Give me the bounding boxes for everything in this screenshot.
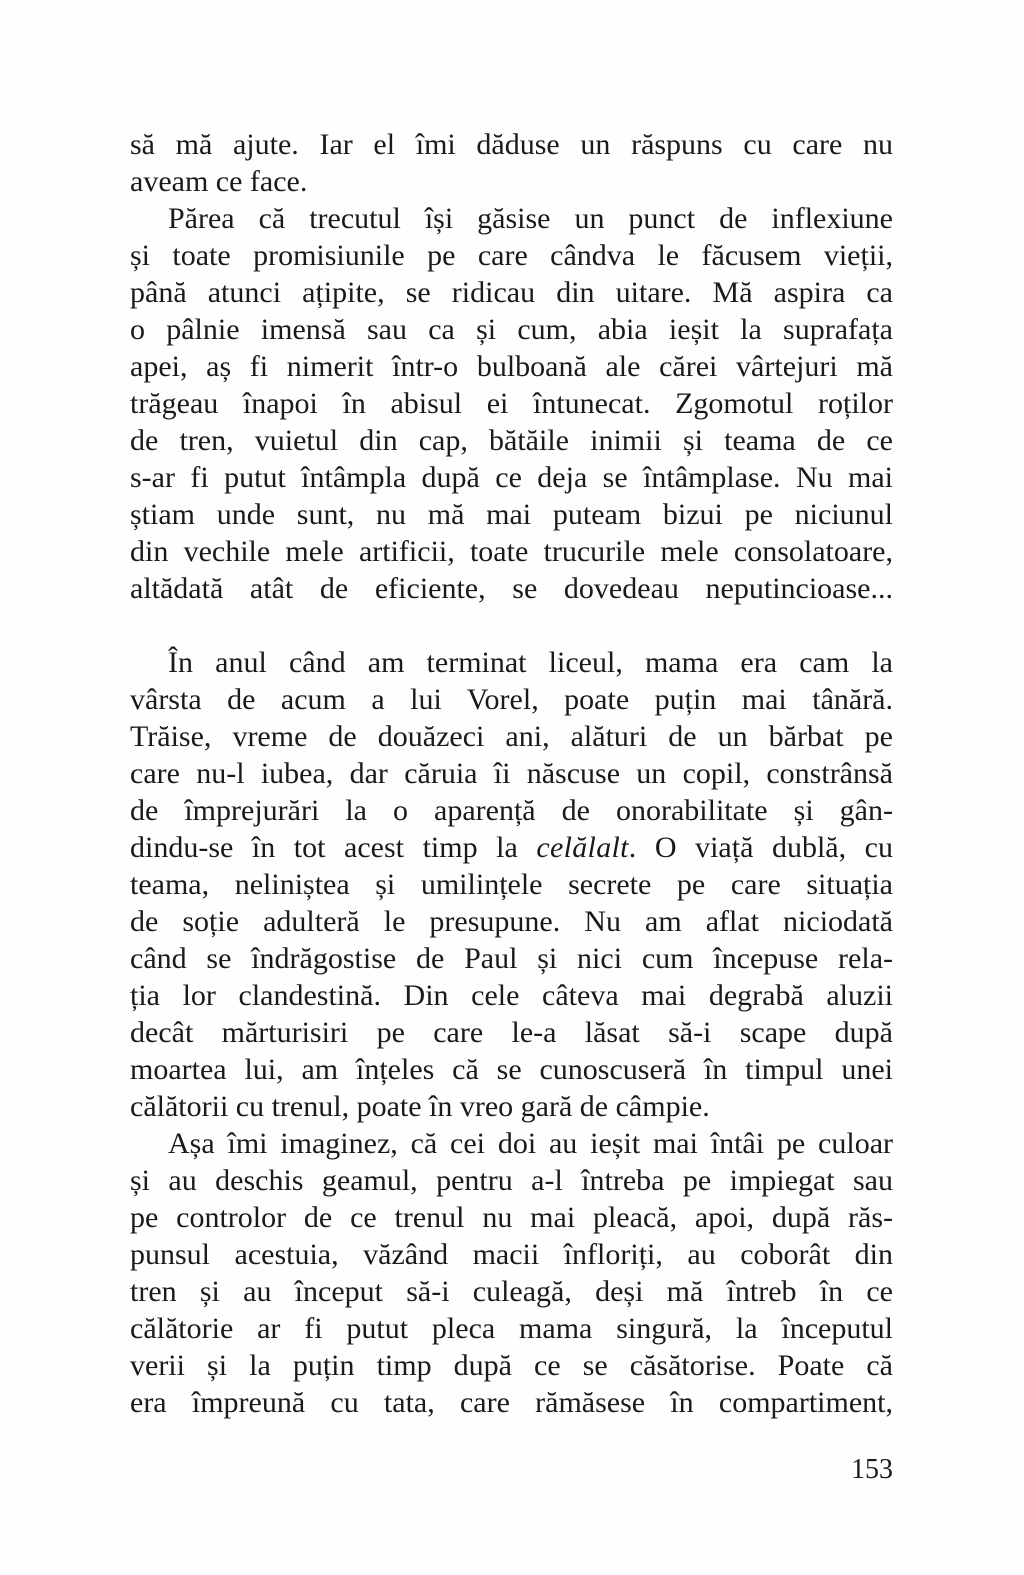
text-run: din vechile mele artificii, toate trucurile mele consolatoare, xyxy=(130,535,893,568)
text-line xyxy=(130,533,893,570)
text-line xyxy=(130,940,893,977)
section-break xyxy=(130,607,893,644)
text-line xyxy=(130,1051,893,1088)
italic-text: celălalt xyxy=(536,831,629,864)
text-line xyxy=(130,1310,893,1347)
text-run: teama, neliniștea și umilințele secrete pe care situația xyxy=(130,868,893,901)
text-run: de tren, vuietul din cap, bătăile inimii și teama de ce xyxy=(130,424,893,457)
text-line xyxy=(130,1088,893,1125)
text-line xyxy=(130,903,893,940)
text-run: călătorie ar fi putut pleca mama singură, la începutul xyxy=(130,1312,893,1345)
text-run: când se îndrăgostise de Paul și nici cum începuse rela- xyxy=(130,942,893,975)
text-line xyxy=(130,200,893,237)
text-line xyxy=(130,1347,893,1384)
text-line xyxy=(130,274,893,311)
text-line xyxy=(130,1162,893,1199)
text-line xyxy=(130,681,893,718)
text-run: moartea lui, am înțeles că se cunoscuseră în timpul unei xyxy=(130,1053,893,1086)
text-run: de împrejurări la o aparență de onorabilitate și gân- xyxy=(130,794,893,827)
text-run: aveam ce face. xyxy=(130,165,308,198)
text-line xyxy=(130,1199,893,1236)
text-line xyxy=(130,385,893,422)
text-line xyxy=(130,422,893,459)
text-line xyxy=(130,866,893,903)
text-line xyxy=(130,570,893,607)
text-line xyxy=(130,1014,893,1051)
text-line xyxy=(130,718,893,755)
text-run: apei, aș fi nimerit într-o bulboană ale cărei vârtejuri mă xyxy=(130,350,893,383)
text-line xyxy=(130,496,893,533)
text-run: și toate promisiunile pe care cândva le făcusem vieții, xyxy=(130,239,893,272)
text-run: știam unde sunt, nu mă mai puteam bizui pe niciunul xyxy=(130,498,893,531)
text-run: trăgeau înapoi în abisul ei întunecat. Zgomotul roților xyxy=(130,387,893,420)
text-line xyxy=(130,163,893,200)
text-block xyxy=(130,126,893,1421)
text-run: Așa îmi imaginez, că cei doi au ieșit mai întâi pe culoar xyxy=(168,1127,893,1160)
text-run: călătorii cu trenul, poate în vreo gară de câmpie. xyxy=(130,1090,710,1123)
text-line xyxy=(130,459,893,496)
text-line xyxy=(130,755,893,792)
text-run: Trăise, vreme de douăzeci ani, alături de un bărbat pe xyxy=(130,720,893,753)
text-run: dindu-se în tot acest timp la xyxy=(130,831,537,864)
text-run: Părea că trecutul își găsise un punct de inflexiune xyxy=(168,202,893,235)
text-run: și au deschis geamul, pentru a-l întreba pe impiegat sau xyxy=(130,1164,893,1197)
text-line xyxy=(130,1236,893,1273)
text-line xyxy=(130,644,893,681)
text-line xyxy=(130,829,893,866)
text-line xyxy=(130,792,893,829)
text-line xyxy=(130,1125,893,1162)
text-run: tren și au început să-i culeagă, deși mă întreb în ce xyxy=(130,1275,893,1308)
text-run: verii și la puțin timp după ce se căsătorise. Poate că xyxy=(130,1349,893,1382)
text-line xyxy=(130,348,893,385)
text-line xyxy=(130,311,893,348)
text-run: punsul acestuia, văzând macii înfloriți, au coborât din xyxy=(130,1238,893,1271)
text-run: În anul când am terminat liceul, mama era cam la xyxy=(168,646,893,679)
text-run: era împreună cu tata, care rămăsese în compartiment, xyxy=(130,1386,893,1419)
text-run: să mă ajute. Iar el îmi dăduse un răspuns cu care nu xyxy=(130,128,893,161)
text-run: decât mărturisiri pe care le-a lăsat să-i scape după xyxy=(130,1016,893,1049)
text-line xyxy=(130,237,893,274)
text-run: care nu-l iubea, dar căruia îi născuse un copil, constrânsă xyxy=(130,757,893,790)
text-run: de soție adulteră le presupune. Nu am aflat niciodată xyxy=(130,905,893,938)
text-line xyxy=(130,126,893,163)
text-run: pe controlor de ce trenul nu mai pleacă, apoi, după răs- xyxy=(130,1201,893,1234)
text-run: vârsta de acum a lui Vorel, poate puțin mai tânără. xyxy=(130,683,893,716)
text-line xyxy=(130,977,893,1014)
text-run: ția lor clandestină. Din cele câteva mai degrabă aluzii xyxy=(130,979,893,1012)
page-number: 153 xyxy=(851,1454,893,1485)
text-line xyxy=(130,1384,893,1421)
text-line xyxy=(130,1273,893,1310)
text-run: altădată atât de eficiente, se dovedeau neputincioase... xyxy=(130,572,893,605)
text-run: . O viață dublă, cu xyxy=(628,831,893,864)
text-run: s-ar fi putut întâmpla după ce deja se întâmplase. Nu mai xyxy=(130,461,893,494)
text-run: o pâlnie imensă sau ca și cum, abia ieșit la suprafața xyxy=(130,313,893,346)
text-run: până atunci ațipite, se ridicau din uitare. Mă aspira ca xyxy=(130,276,893,309)
